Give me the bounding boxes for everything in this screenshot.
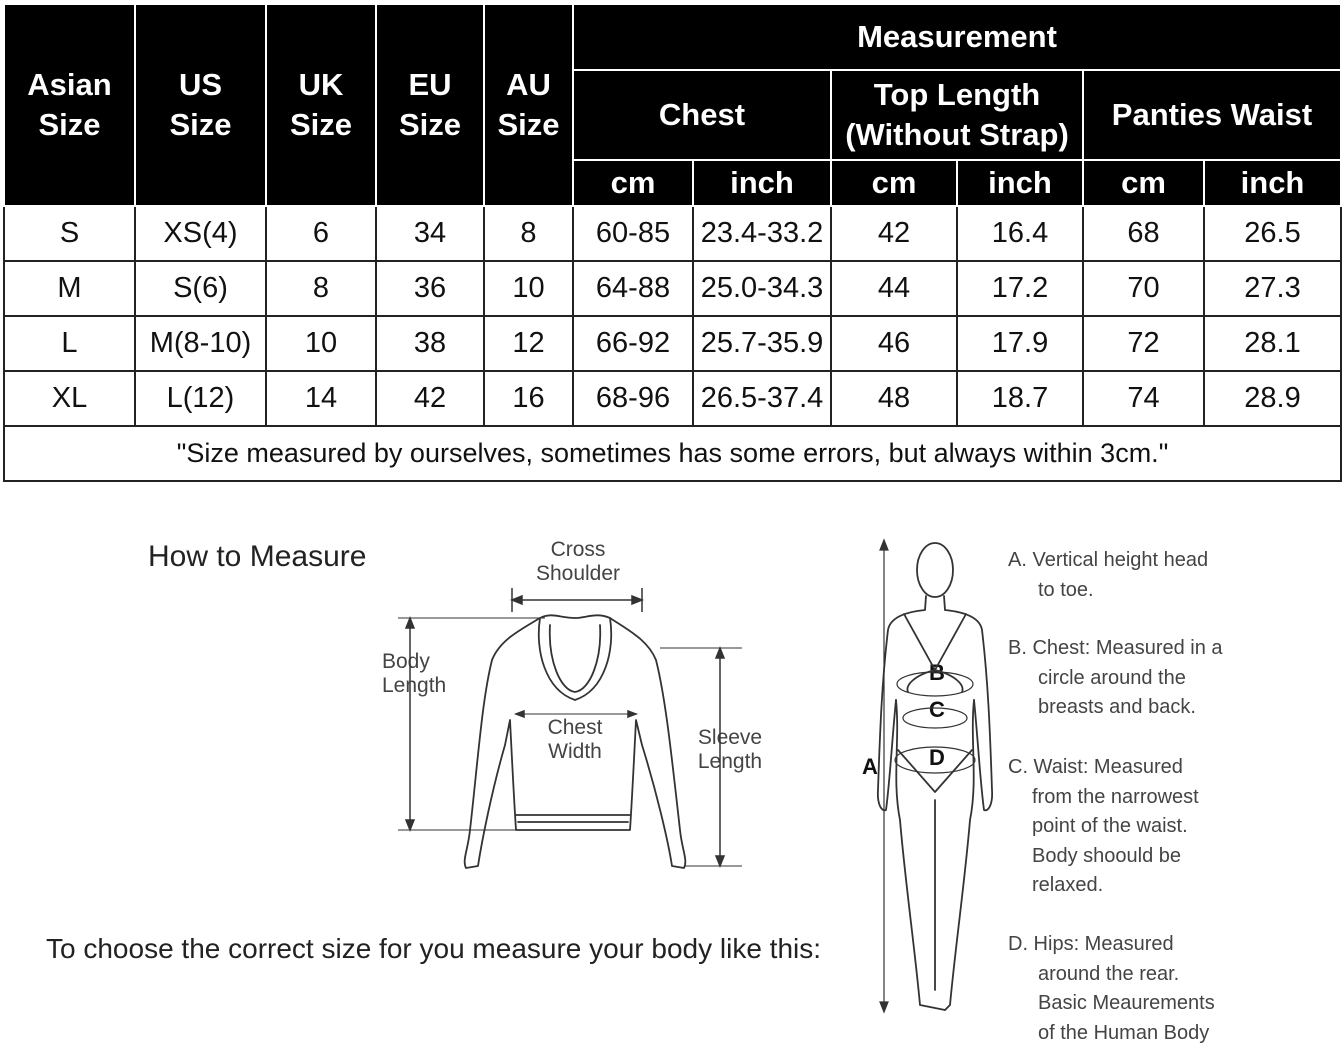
table-cell: 74 (1083, 371, 1204, 426)
table-cell: 16 (484, 371, 573, 426)
table-cell: S(6) (135, 261, 266, 316)
unit-header: inch (1204, 160, 1341, 206)
size-rows (4, 206, 1341, 426)
table-cell: 68-96 (573, 371, 693, 426)
table-cell: 17.9 (957, 316, 1083, 371)
unit-header: cm (573, 160, 693, 206)
cross-shoulder-label: Cross Shoulder (535, 538, 621, 585)
table-cell: XL (4, 371, 135, 426)
table-cell: 36 (376, 261, 484, 316)
table-cell: XS(4) (135, 206, 266, 261)
letter-d-label: D (929, 745, 945, 770)
table-cell: 14 (266, 371, 376, 426)
table-cell: 46 (831, 316, 957, 371)
table-cell: 64-88 (573, 261, 693, 316)
header-au-size: AU Size (484, 4, 573, 206)
table-cell: 18.7 (957, 371, 1083, 426)
table-row (4, 316, 1341, 371)
table-cell: 42 (831, 206, 957, 261)
table-cell: 10 (484, 261, 573, 316)
size-note: "Size measured by ourselves, sometimes has some errors, but always within 3cm." (4, 426, 1341, 481)
description-b: B. Chest: Measured in a circle around the breasts and back. (1008, 637, 1223, 718)
table-cell: 60-85 (573, 206, 693, 261)
header-asian-size: Asian Size (4, 4, 135, 206)
letter-a-label: A (862, 754, 878, 779)
sleeve-length-label: Sleeve Length (697, 726, 763, 773)
table-cell: 16.4 (957, 206, 1083, 261)
header-eu-size: EU Size (376, 4, 484, 206)
description-d: D. Hips: Measured around the rear. Basic Meaurements of the Human Body (1008, 933, 1215, 1044)
table-cell: M(8-10) (135, 316, 266, 371)
table-cell: 25.0-34.3 (693, 261, 831, 316)
table-cell: 34 (376, 206, 484, 261)
instruction-text: To choose the correct size for you measure your body like this: (46, 933, 822, 964)
table-cell: 28.9 (1204, 371, 1341, 426)
table-cell: 26.5-37.4 (693, 371, 831, 426)
table-cell: 70 (1083, 261, 1204, 316)
body-length-label: Body Length (382, 650, 447, 697)
unit-header: inch (693, 160, 831, 206)
unit-header: cm (831, 160, 957, 206)
size-chart-table (3, 3, 1342, 482)
table-cell: 23.4-33.2 (693, 206, 831, 261)
table-cell: 28.1 (1204, 316, 1341, 371)
table-cell: 8 (266, 261, 376, 316)
description-a: A. Vertical height head to toe. (1008, 549, 1209, 601)
table-cell: 66-92 (573, 316, 693, 371)
description-c: C. Waist: Measured from the narrowest point of the waist. Body shoould be relaxed. (1008, 756, 1199, 896)
table-cell: 44 (831, 261, 957, 316)
table-row (4, 261, 1341, 316)
header-chest: Chest (573, 70, 831, 160)
how-to-measure-title: How to Measure (148, 540, 367, 573)
header-us-size: US Size (135, 4, 266, 206)
header-measurement: Measurement (573, 4, 1341, 70)
table-cell: 17.2 (957, 261, 1083, 316)
table-cell: 8 (484, 206, 573, 261)
table-cell: 12 (484, 316, 573, 371)
table-cell: L (4, 316, 135, 371)
table-cell: 38 (376, 316, 484, 371)
table-cell: 42 (376, 371, 484, 426)
table-cell: 27.3 (1204, 261, 1341, 316)
table-cell: 10 (266, 316, 376, 371)
unit-header: cm (1083, 160, 1204, 206)
header-uk-size: UK Size (266, 4, 376, 206)
table-cell: M (4, 261, 135, 316)
letter-b-label: B (929, 660, 945, 685)
table-cell: 26.5 (1204, 206, 1341, 261)
table-cell: 6 (266, 206, 376, 261)
table-cell: L(12) (135, 371, 266, 426)
chest-width-label: Chest Width (547, 716, 603, 763)
table-cell: 25.7-35.9 (693, 316, 831, 371)
header-panties-waist: Panties Waist (1083, 70, 1341, 160)
table-cell: S (4, 206, 135, 261)
header-top-length: Top Length (Without Strap) (831, 70, 1083, 160)
unit-header: inch (957, 160, 1083, 206)
table-row (4, 371, 1341, 426)
table-cell: 68 (1083, 206, 1204, 261)
letter-c-label: C (929, 697, 945, 722)
table-cell: 72 (1083, 316, 1204, 371)
table-row (4, 206, 1341, 261)
table-cell: 48 (831, 371, 957, 426)
